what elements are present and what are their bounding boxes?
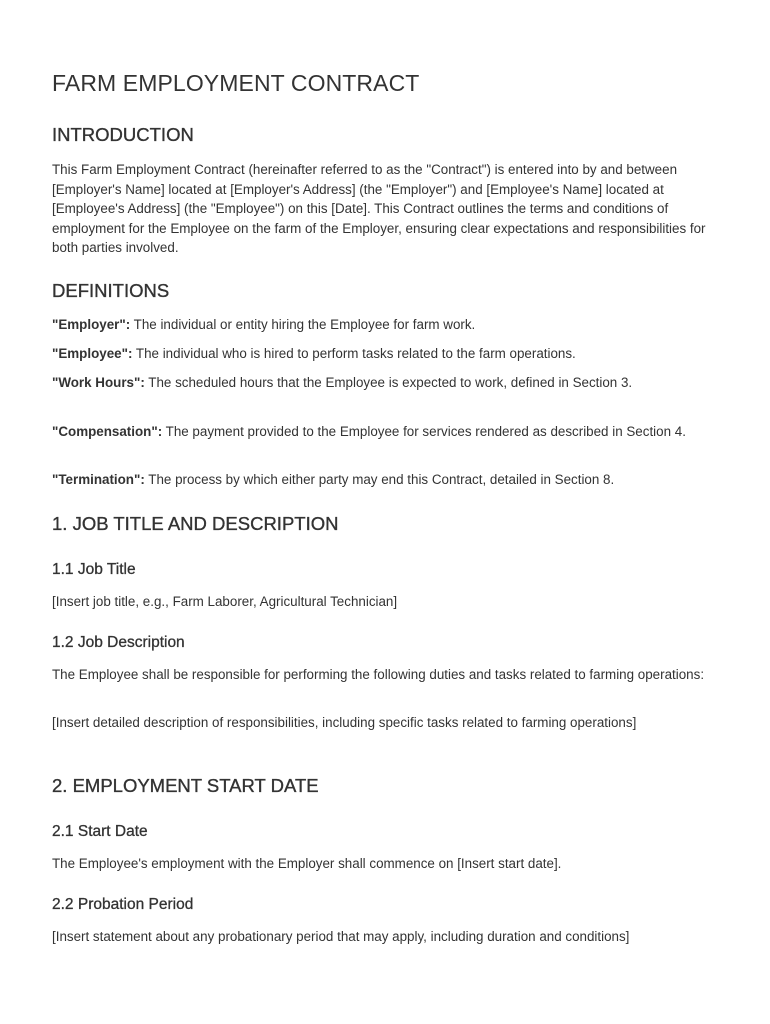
definition-employee [52, 344, 722, 364]
job-description-heading: 1.2 Job Description [52, 634, 185, 651]
probation-heading: 2.2 Probation Period [52, 896, 194, 913]
section-2-heading: 2. EMPLOYMENT START DATE [52, 775, 319, 796]
definition-term: "Compensation": [52, 424, 163, 439]
definition-term: "Employee": [52, 346, 133, 361]
definition-termination [52, 470, 722, 490]
probation-body: [Insert statement about any probationary period that may apply, including duration and conditions] [52, 929, 630, 944]
start-date-body: The Employee's employment with the Employer shall commence on [Insert start date]. [52, 856, 562, 871]
definition-term: "Work Hours": [52, 375, 145, 390]
job-title-heading: 1.1 Job Title [52, 561, 136, 578]
definition-text: The scheduled hours that the Employee is expected to work, defined in Section 3. [144, 375, 633, 390]
definition-compensation [52, 422, 722, 442]
definition-term: "Employer": [52, 317, 131, 332]
definition-text: The individual or entity hiring the Employee for farm work. [130, 317, 476, 332]
definition-text: The individual who is hired to perform tasks related to the farm operations. [132, 346, 576, 361]
section-1-heading: 1. JOB TITLE AND DESCRIPTION [52, 513, 339, 534]
definition-text: The process by which either party may end this Contract, detailed in Section 8. [144, 472, 615, 487]
job-description-body: The Employee shall be responsible for performing the following duties and tasks related to farming operations: [52, 667, 705, 682]
definition-employer [52, 315, 722, 335]
introduction-body: This Farm Employment Contract (hereinafter referred to as the "Contract") is entered into by and between [Employer's Name] located at [Employer's Address] (the "Employer") and [Employee's Name] located at [Employee's Address] (the "Employee") on this [Date]. This Contract outlines the terms and conditions of employment for the Employee on the farm of the Employer, ensuring clear expectations and responsibilities for both parties involved. [52, 162, 706, 255]
job-description-placeholder: [Insert detailed description of responsibilities, including specific tasks related to farming operations] [52, 715, 637, 730]
definitions-heading: DEFINITIONS [52, 280, 170, 301]
definition-term: "Termination": [52, 472, 145, 487]
job-title-body: [Insert job title, e.g., Farm Laborer, Agricultural Technician] [52, 594, 398, 609]
introduction-heading: INTRODUCTION [52, 124, 194, 145]
definition-work-hours [52, 373, 722, 393]
definition-text: The payment provided to the Employee for services rendered as described in Section 4. [162, 424, 686, 439]
start-date-heading: 2.1 Start Date [52, 823, 148, 840]
document-title: FARM EMPLOYMENT CONTRACT [52, 70, 420, 96]
